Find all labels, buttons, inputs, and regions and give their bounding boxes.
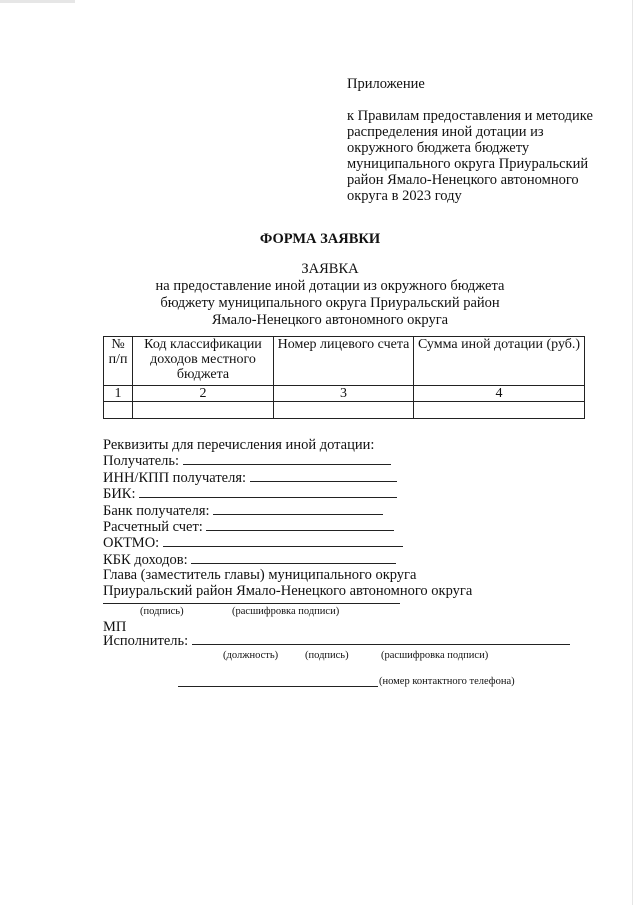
head-signature-line [103,603,400,604]
inn-kpp-blank-line [250,470,397,482]
executor-blank-line [192,633,570,645]
appendix-heading: Приложение [347,76,425,92]
requisite-kbk: КБК доходов: [103,552,472,568]
bank-blank-line [213,503,383,515]
application-title: ЗАЯВКА [301,261,359,277]
application-line: бюджету муниципального округа Приуральский район [160,295,500,311]
requisites-heading: Реквизиты для перечисления иной дотации: [103,437,375,453]
column-header-account-number: Номер лицевого счета [274,337,414,386]
appendix-line: к Правилам предоставления и методике [347,108,593,124]
column-number: 2 [133,386,274,402]
table-cell [104,402,133,419]
kbk-blank-line [191,552,396,564]
application-title-block [140,261,520,329]
oktmo-blank-line [163,535,403,547]
caption-phone: (номер контактного телефона) [379,676,515,687]
table-column-number-row [104,386,585,402]
appendix-line: распределения иной дотации из [347,124,544,140]
scan-edge-right [632,0,633,905]
table-cell [414,402,585,419]
caption-signature-decoding: (расшифровка подписи) [232,606,340,617]
account-blank-line [206,519,394,531]
scan-edge-top [0,0,75,3]
caption-position: (должность) [223,650,279,661]
column-header-classification-code: Код классификации доходов местного бюджета [133,337,274,386]
stamp-place-label: МП [103,619,127,635]
head-title-line: Приуральский район Ямало-Ненецкого автономного округа [103,582,473,599]
recipient-blank-line [183,453,391,465]
caption-signature: (подпись) [140,606,184,617]
table-empty-row [104,402,585,419]
column-number: 1 [104,386,133,402]
column-number: 3 [274,386,414,402]
caption-signature-decoding: (расшифровка подписи) [381,650,489,661]
requisite-bik: БИК: [103,486,472,502]
table-cell [133,402,274,419]
phone-blank-line [178,686,378,687]
form-title: ФОРМА ЗАЯВКИ [259,231,381,247]
appendix-line: округа в 2023 году [347,188,462,204]
appendix-line: окружного бюджета бюджету [347,140,530,156]
column-number: 4 [414,386,585,402]
executor-row [103,633,570,650]
application-line: Ямало-Ненецкого автономного округа [211,312,449,328]
application-table [103,336,585,419]
requisite-oktmo: ОКТМО: [103,535,472,551]
appendix-line: район Ямало-Ненецкого автономного [347,172,579,188]
head-title-line: Глава (заместитель главы) муниципального округа [103,567,417,584]
requisite-bank: Банк получателя: [103,503,472,519]
bik-blank-line [139,486,397,498]
requisites-block [103,438,472,599]
column-header-amount: Сумма иной дотации (руб.) [414,337,585,386]
appendix-block [347,76,627,204]
caption-signature: (подпись) [305,650,349,661]
column-header-number: № п/п [104,337,133,386]
executor-label: Исполнитель: [103,633,189,649]
appendix-line: муниципального округа Приуральский [347,156,589,172]
requisite-recipient: Получатель: [103,453,472,469]
requisite-account: Расчетный счет: [103,519,472,535]
application-line: на предоставление иной дотации из окружного бюджета [155,278,505,294]
table-header-row [104,337,585,386]
table-cell [274,402,414,419]
requisite-inn-kpp: ИНН/КПП получателя: [103,470,472,486]
